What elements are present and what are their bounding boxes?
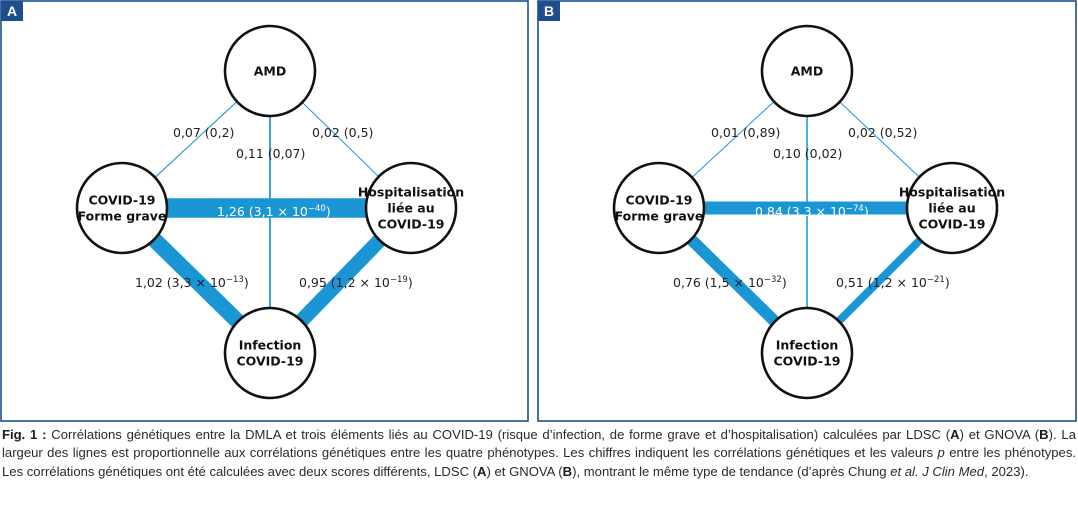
- caption-ref-b: B: [1039, 427, 1049, 442]
- edge-label-amd-hosp: 0,02 (0,52): [848, 125, 918, 140]
- edge-label-amd-hosp: 0,02 (0,5): [312, 125, 374, 140]
- node-label-hosp: liée au: [387, 200, 435, 216]
- node-label-hosp: Hospitalisation: [357, 184, 465, 200]
- node-label-severe: COVID-19: [88, 192, 156, 208]
- node-label-hosp: COVID-19: [377, 216, 445, 232]
- edge-label-severe-infection: 0,76 $(1,5 \times 10^{-32})$: [673, 275, 787, 290]
- caption-text: Corrélations génétiques entre la DMLA et trois éléments liés au COVID-19 (risque d’infection, de forme grave et d’hospitalisation) calculées par LDSC (: [46, 427, 951, 442]
- edge-label-severe-infection: 1,02 $(3,3 \times 10^{-13})$: [135, 275, 249, 290]
- node-label-infection: COVID-19: [773, 353, 841, 369]
- figure-label: Fig. 1 :: [2, 427, 47, 442]
- caption-ref-b: B: [562, 463, 573, 479]
- edge-label-amd-severe: 0,07 (0,2): [173, 125, 235, 140]
- caption-text: ). La largeur des lignes est proportionnelle aux corrélations génétiques entre les quatre phénotypes. Les chiffres indiquent les corrélations génétiques et les valeurs: [2, 427, 1076, 461]
- node-label-hosp: Hospitalisation: [898, 184, 1006, 200]
- caption-ref-a: A: [477, 463, 487, 479]
- caption-text: entre les phénotypes. Les corrélations génétiques ont été calculées avec deux scores différents, LDSC (: [2, 445, 1077, 479]
- node-label-hosp: liée au: [928, 200, 976, 216]
- node-label-infection: Infection: [775, 337, 839, 353]
- caption-ref-a: A: [950, 427, 960, 442]
- edge-label-amd-severe: 0,01 (0,89): [711, 125, 781, 140]
- caption-text: ) et GNOVA (: [959, 427, 1040, 442]
- node-label-amd: AMD: [790, 63, 824, 79]
- node-label-amd: AMD: [253, 63, 287, 79]
- edge-label-amd-infection: 0,10 (0,02): [773, 146, 843, 161]
- edge-label-hosp-infection: 0,51 $(1,2 \times 10^{-21})$: [836, 275, 950, 290]
- node-label-infection: Infection: [238, 337, 302, 353]
- node-label-infection: COVID-19: [236, 353, 304, 369]
- figure-caption: [2, 426, 1076, 481]
- caption-text: ), montrant le même type de tendance (d’après Chung: [572, 463, 891, 479]
- edge-label-amd-infection: 0,11 (0,07): [236, 146, 306, 161]
- node-label-severe: Forme grave: [614, 208, 704, 224]
- caption-text: ) et GNOVA (: [486, 463, 563, 479]
- caption-p: p: [937, 445, 945, 461]
- caption-text: , 2023).: [984, 463, 1029, 479]
- panel-tag: A: [6, 3, 18, 19]
- edge-label-hosp-infection: 0,95 $(1,2 \times 10^{-19})$: [299, 275, 413, 290]
- node-label-hosp: COVID-19: [918, 216, 986, 232]
- panel-b: [538, 1, 1076, 421]
- node-label-severe: Forme grave: [77, 208, 167, 224]
- panel-a: [1, 1, 528, 421]
- edge-label-severe-hosp: 0,84 $(3,3 \times 10^{-74})$: [755, 204, 869, 219]
- caption-citation: et al. J Clin Med: [890, 463, 985, 479]
- edge-label-severe-hosp: 1,26 $(3,1 \times 10^{-40})$: [217, 204, 331, 219]
- node-label-severe: COVID-19: [625, 192, 693, 208]
- panel-tag: B: [543, 3, 555, 19]
